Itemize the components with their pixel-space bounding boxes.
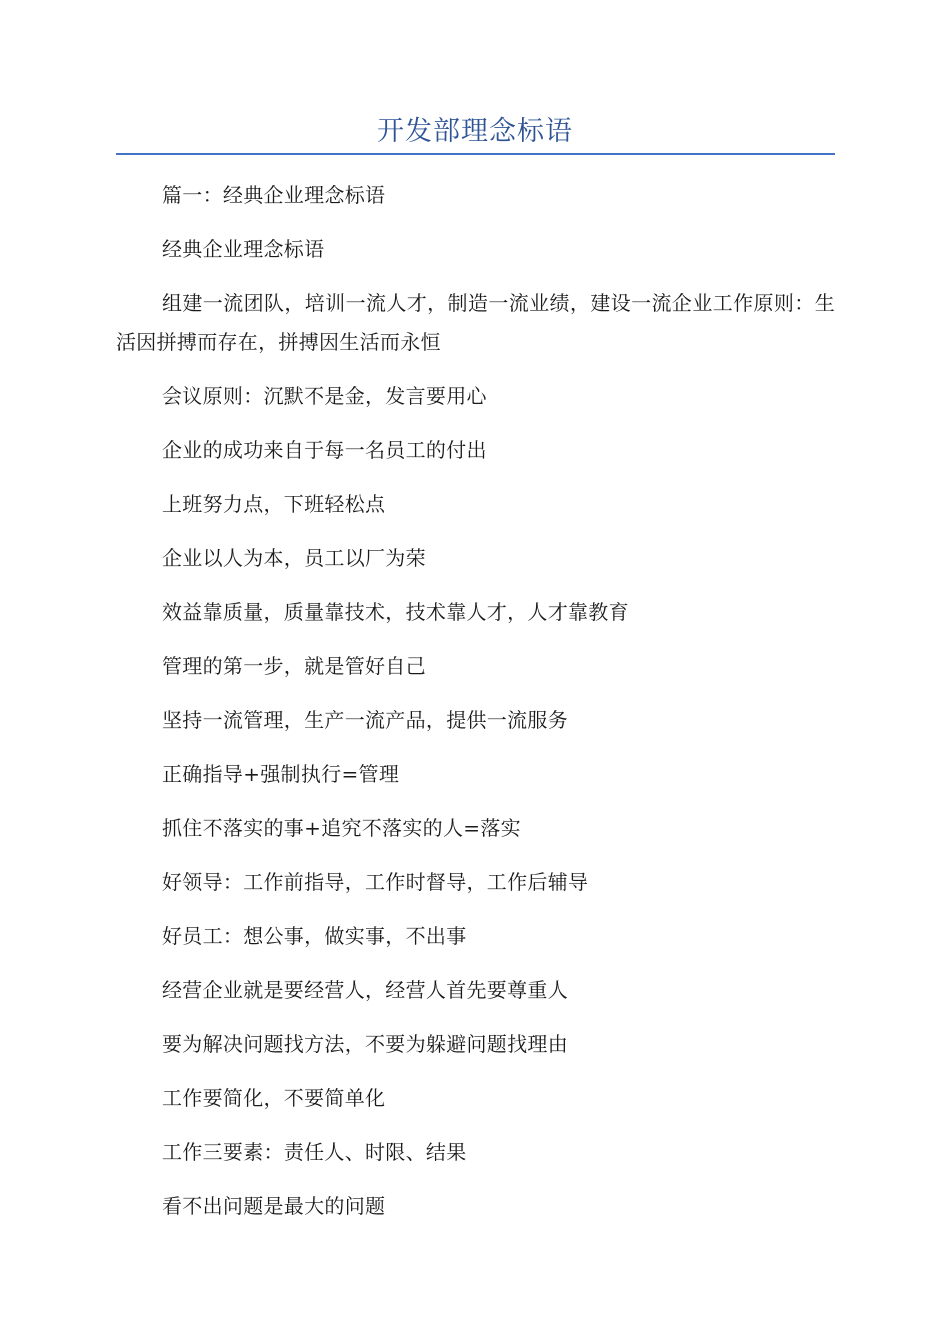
paragraph: 经营企业就是要经营人，经营人首先要尊重人 bbox=[162, 978, 568, 1002]
paragraph: 好员工：想公事，做实事，不出事 bbox=[162, 924, 467, 948]
paragraph: 正确指导+强制执行=管理 bbox=[162, 762, 400, 786]
paragraph: 看不出问题是最大的问题 bbox=[162, 1194, 386, 1218]
paragraph: 要为解决问题找方法，不要为躲避问题找理由 bbox=[162, 1032, 568, 1056]
paragraph: 企业的成功来自于每一名员工的付出 bbox=[162, 438, 487, 462]
paragraph: 抓住不落实的事+追究不落实的人=落实 bbox=[162, 816, 521, 840]
document-title: 开发部理念标语 bbox=[377, 116, 573, 147]
paragraph: 坚持一流管理，生产一流产品，提供一流服务 bbox=[162, 708, 568, 732]
paragraph: 管理的第一步，就是管好自己 bbox=[162, 654, 426, 678]
paragraph: 上班努力点，下班轻松点 bbox=[162, 492, 386, 516]
paragraph: 组建一流团队，培训一流人才，制造一流业绩，建设一流企业工作原则：生活因拼搏而存在，拼搏因生活而永恒 bbox=[116, 291, 835, 354]
paragraph: 好领导：工作前指导，工作时督导，工作后辅导 bbox=[162, 870, 589, 894]
document-body bbox=[116, 176, 835, 1241]
section-heading: 篇一：经典企业理念标语 bbox=[162, 183, 386, 207]
paragraph: 会议原则：沉默不是金，发言要用心 bbox=[162, 384, 487, 408]
paragraph: 工作三要素：责任人、时限、结果 bbox=[162, 1140, 467, 1164]
paragraph: 工作要简化，不要简单化 bbox=[162, 1086, 386, 1110]
paragraph: 效益靠质量，质量靠技术，技术靠人才，人才靠教育 bbox=[162, 600, 629, 624]
paragraph: 企业以人为本，员工以厂为荣 bbox=[162, 546, 426, 570]
subheading: 经典企业理念标语 bbox=[162, 237, 325, 261]
title-underline bbox=[116, 153, 835, 155]
